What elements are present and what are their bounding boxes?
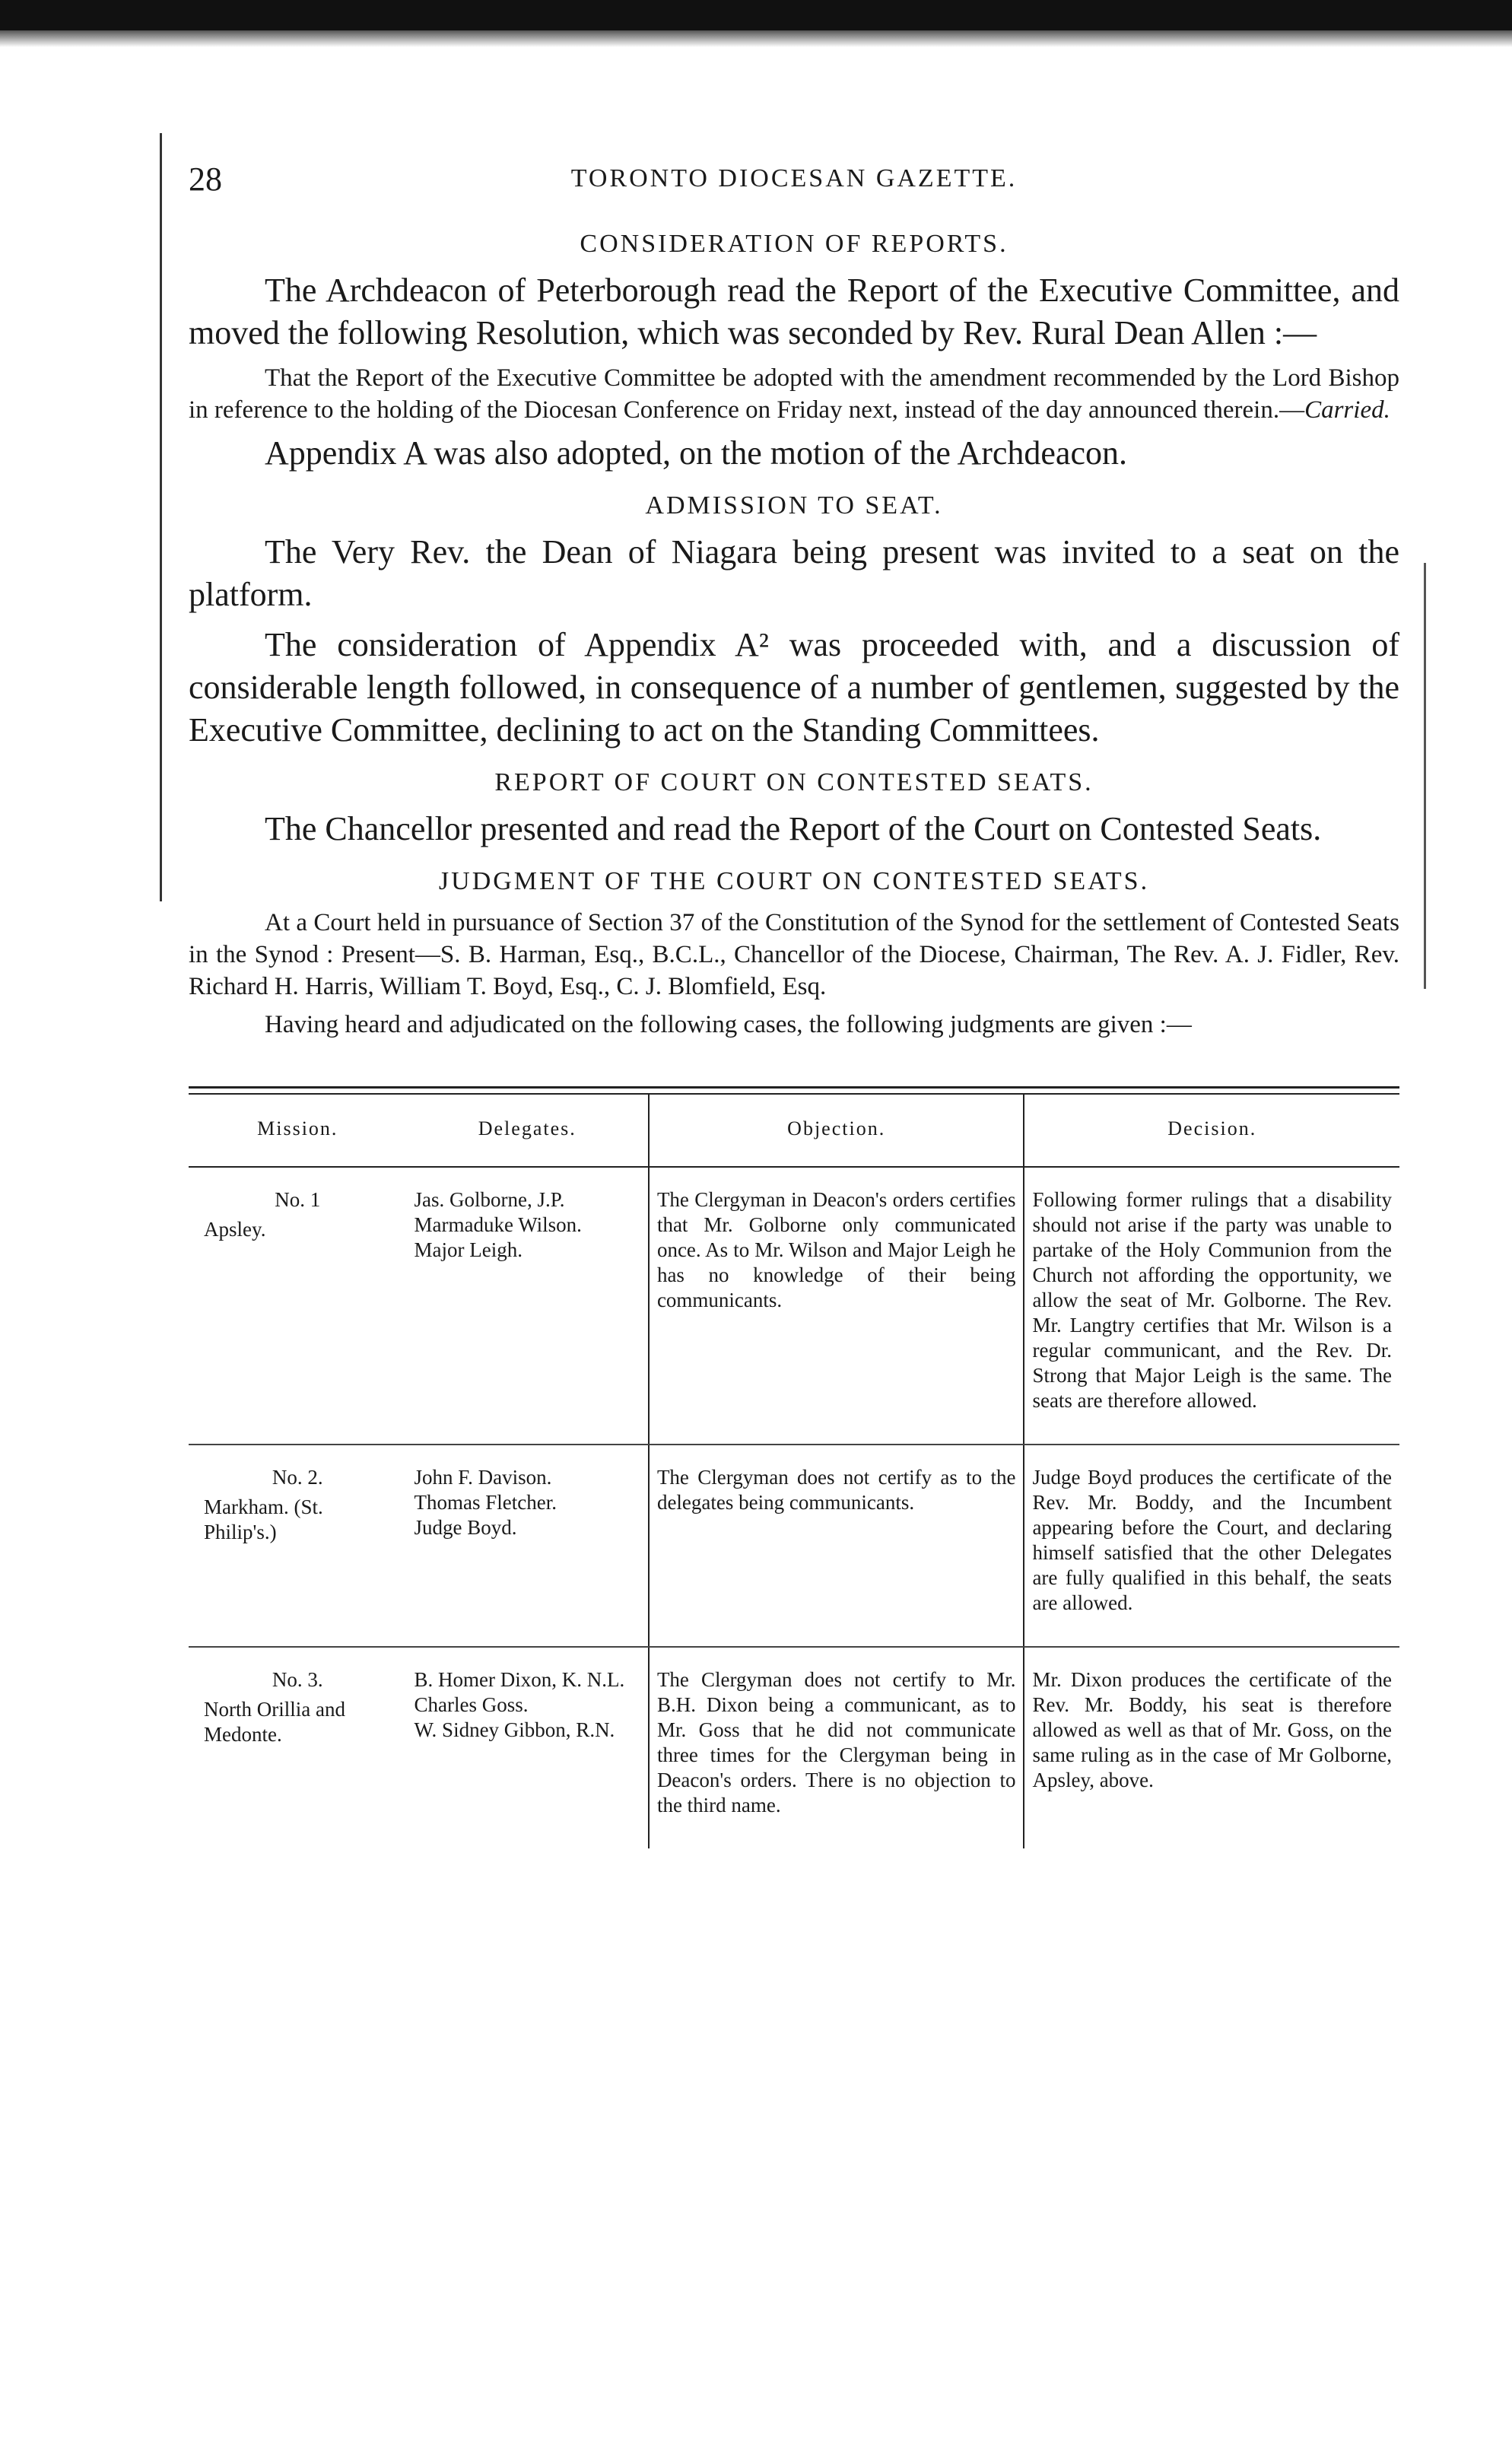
consideration-paragraph: The Archdeacon of Peterborough read the Report of the Executive Committee, and moved the following Resolution, which was seconded by Rev. Rural Dean Allen :— xyxy=(189,272,1399,351)
heading-admission: ADMISSION TO SEAT. xyxy=(645,491,943,520)
mission-cell xyxy=(189,1167,407,1445)
resolution-text: That the Report of the Executive Committee be adopted with the amendment recommended by the Lord Bishop in reference to the holding of the Diocesan Conference on Friday next, instead of the day announced therein.— xyxy=(189,364,1399,424)
delegates-cell xyxy=(407,1167,649,1445)
table-header-row xyxy=(189,1095,1399,1167)
table-row xyxy=(189,1445,1399,1647)
left-margin-rule xyxy=(160,133,162,901)
judgment-paragraph-2: Having heard and adjudicated on the following cases, the following judgments are given :— xyxy=(265,1011,1192,1038)
admission-paragraph-2: The consideration of Appendix A² was proceeded with, and a discussion of considerable length followed, in consequence of a number of gentlemen, suggested by the Executive Committee, declining to act on the Standing Committees. xyxy=(189,626,1399,749)
mission-cell xyxy=(189,1445,407,1647)
delegate-name: Marmaduke Wilson. xyxy=(414,1213,582,1236)
delegate-name: Jas. Golborne, J.P. xyxy=(414,1188,565,1211)
delegates-cell xyxy=(407,1445,649,1647)
page-number: 28 xyxy=(189,161,222,198)
decision-cell: Judge Boyd produces the certificate of the Rev. Mr. Boddy, and the Incumbent appearing before the Court, and declaring himself satisfied that the other Delegates are fully qualified in this behalf, the seats are allowed. xyxy=(1024,1445,1399,1647)
delegate-name: Thomas Fletcher. xyxy=(414,1491,557,1514)
delegate-name: B. Homer Dixon, K. N.L. xyxy=(414,1668,625,1691)
heading-consideration: CONSIDERATION OF REPORTS. xyxy=(580,230,1009,258)
page-header xyxy=(189,160,1399,213)
delegate-name: W. Sidney Gibbon, R.N. xyxy=(414,1718,615,1741)
scan-top-edge xyxy=(0,0,1512,30)
objection-cell: The Clergyman in Deacon's orders certifies that Mr. Golborne only communicated once. As to Mr. Wilson and Major Leigh he has no knowledge of their being communicants. xyxy=(649,1167,1024,1445)
report-court-paragraph: The Chancellor presented and read the Report of the Court on Contested Seats. xyxy=(265,810,1322,847)
mission-name: Markham. (St. Philip's.) xyxy=(204,1495,323,1543)
header-decision: Decision. xyxy=(1024,1095,1399,1167)
delegate-name: Judge Boyd. xyxy=(414,1516,517,1539)
running-title: TORONTO DIOCESAN GAZETTE. xyxy=(570,164,1018,192)
carried-label: Carried. xyxy=(1304,396,1390,424)
header-objection: Objection. xyxy=(649,1095,1024,1167)
page xyxy=(189,160,1399,1848)
objection-cell: The Clergyman does not certify to Mr. B.H. Dixon being a communicant, as to Mr. Goss that he did not communicate three times for the Clergyman being in Deacon's orders. There is no objection to the third name. xyxy=(649,1647,1024,1848)
delegate-name: Charles Goss. xyxy=(414,1693,529,1716)
appendix-paragraph: Appendix A was also adopted, on the motion of the Archdeacon. xyxy=(265,434,1127,472)
mission-number: No. 3. xyxy=(272,1668,323,1691)
mission-name: Apsley. xyxy=(204,1218,266,1241)
heading-report-court: REPORT OF COURT ON CONTESTED SEATS. xyxy=(494,768,1094,796)
contested-seats-table xyxy=(189,1095,1399,1848)
header-mission: Mission. xyxy=(189,1095,407,1167)
mission-name: North Orillia and Medonte. xyxy=(204,1698,345,1746)
resolution-paragraph xyxy=(189,362,1399,426)
mission-cell xyxy=(189,1647,407,1848)
heading-judgment: JUDGMENT OF THE COURT ON CONTESTED SEATS. xyxy=(438,867,1150,895)
delegate-name: John F. Davison. xyxy=(414,1466,552,1489)
table-row xyxy=(189,1647,1399,1848)
delegate-name: Major Leigh. xyxy=(414,1238,523,1261)
mission-number: No. 1 xyxy=(275,1188,321,1211)
admission-paragraph-1: The Very Rev. the Dean of Niagara being present was invited to a seat on the platform. xyxy=(189,533,1399,613)
judgment-paragraph-1: At a Court held in pursuance of Section 37 of the Constitution of the Synod for the settlement of Contested Seats in the Synod : Present—S. B. Harman, Esq., B.C.L., Chancellor of the Diocese, Chairman, The Rev. A. J. Fidler, Rev. Richard H. Harris, William T. Boyd, Esq., C. J. Blomfield, Esq. xyxy=(189,909,1399,1000)
decision-cell: Mr. Dixon produces the certificate of the Rev. Mr. Boddy, his seat is therefore allowed as well as that of Mr. Goss, on the same ruling as in the case of Mr Golborne, Apsley, above. xyxy=(1024,1647,1399,1848)
scan-top-shadow xyxy=(0,30,1512,47)
delegates-cell xyxy=(407,1647,649,1848)
table-top-rule xyxy=(189,1086,1399,1095)
table-row xyxy=(189,1167,1399,1445)
objection-cell: The Clergyman does not certify as to the delegates being communicants. xyxy=(649,1445,1024,1647)
header-delegates: Delegates. xyxy=(407,1095,649,1167)
right-margin-rule xyxy=(1424,563,1426,989)
decision-cell: Following former rulings that a disability should not arise if the party was unable to partake of the Holy Communion from the Church not affording the opportunity, we allow the seat of Mr. Golborne. The Rev. Mr. Langtry certifies that Mr. Wilson is a regular communicant, and the Rev. Dr. Strong that Major Leigh is the same. The seats are therefore allowed. xyxy=(1024,1167,1399,1445)
mission-number: No. 2. xyxy=(272,1466,323,1489)
